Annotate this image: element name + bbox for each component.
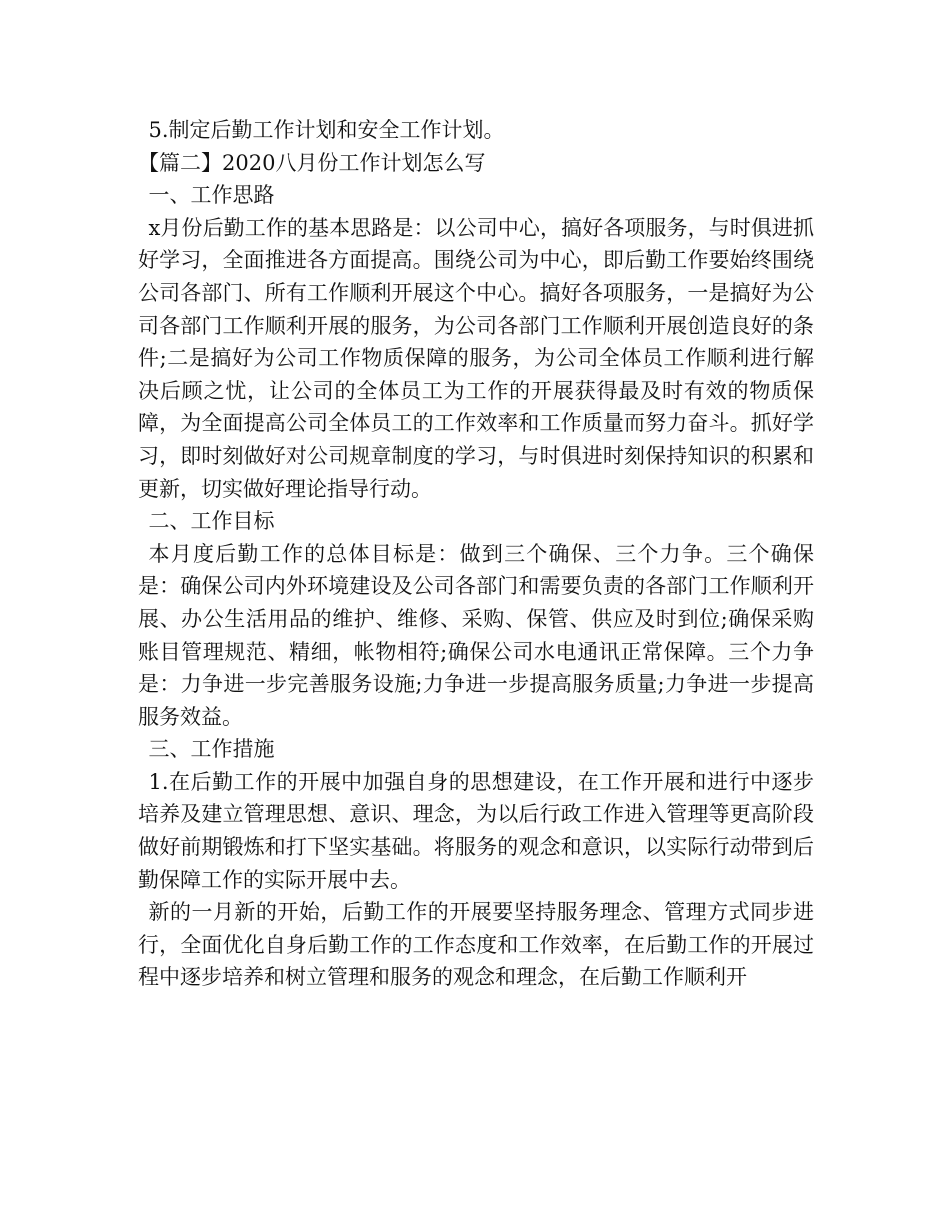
paragraph-measure-1: 1.在后勤工作的开展中加强自身的思想建设，在工作开展和进行中逐步培养及建立管理思想、意识、理念，为以后行政工作进入管理等更高阶段做好前期锻炼和打下坚实基础。将服务的观念和意识，以实际行动带到后勤保障工作的实际开展中去。 xyxy=(138,769,814,892)
paragraph-work-goals: 本月度后勤工作的总体目标是：做到三个确保、三个力争。三个确保是：确保公司内外环境建设及公司各部门和需要负责的各部门工作顺利开展、办公生活用品的维护、维修、采购、保管、供应及时到位;确保采购账目管理规范、精细，帐物相符;确保公司水电通讯正常保障。三个力争是：力争进一步完善服务设施;力争进一步提高服务质量;力争进一步提高服务效益。 xyxy=(138,541,814,729)
heading-work-measures: 三、工作措施 xyxy=(148,737,275,762)
heading-work-goals: 二、工作目标 xyxy=(148,509,275,534)
heading-work-ideas: 一、工作思路 xyxy=(148,183,275,208)
document-page xyxy=(138,114,814,994)
paragraph-new-month: 新的一月新的开始，后勤工作的开展要坚持服务理念、管理方式同步进行，全面优化自身后勤工作的工作态度和工作效率，在后勤工作的开展过程中逐步培养和树立管理和服务的观念和理念，在后勤工作顺利开 xyxy=(138,900,814,990)
section-heading-part-two: 【篇二】2020八月份工作计划怎么写 xyxy=(138,150,486,175)
list-item-5: 5.制定后勤工作计划和安全工作计划。 xyxy=(148,118,505,142)
paragraph-work-ideas: x月份后勤工作的基本思路是：以公司中心，搞好各项服务，与时俱进抓好学习，全面推进各方面提高。围绕公司为中心，即后勤工作要始终围绕公司各部门、所有工作顺利开展这个中心。搞好各项服务，一是搞好为公司各部门工作顺利开展的服务，为公司各部门工作顺利开展创造良好的条件;二是搞好为公司工作物质保障的服务，为公司全体员工作顺利进行解决后顾之忧，让公司的全体员工为工作的开展获得最及时有效的物质保障，为全面提高公司全体员工的工作效率和工作质量而努力奋斗。抓好学习，即时刻做好对公司规章制度的学习，与时俱进时刻保持知识的积累和更新，切实做好理论指导行动。 xyxy=(138,215,814,501)
